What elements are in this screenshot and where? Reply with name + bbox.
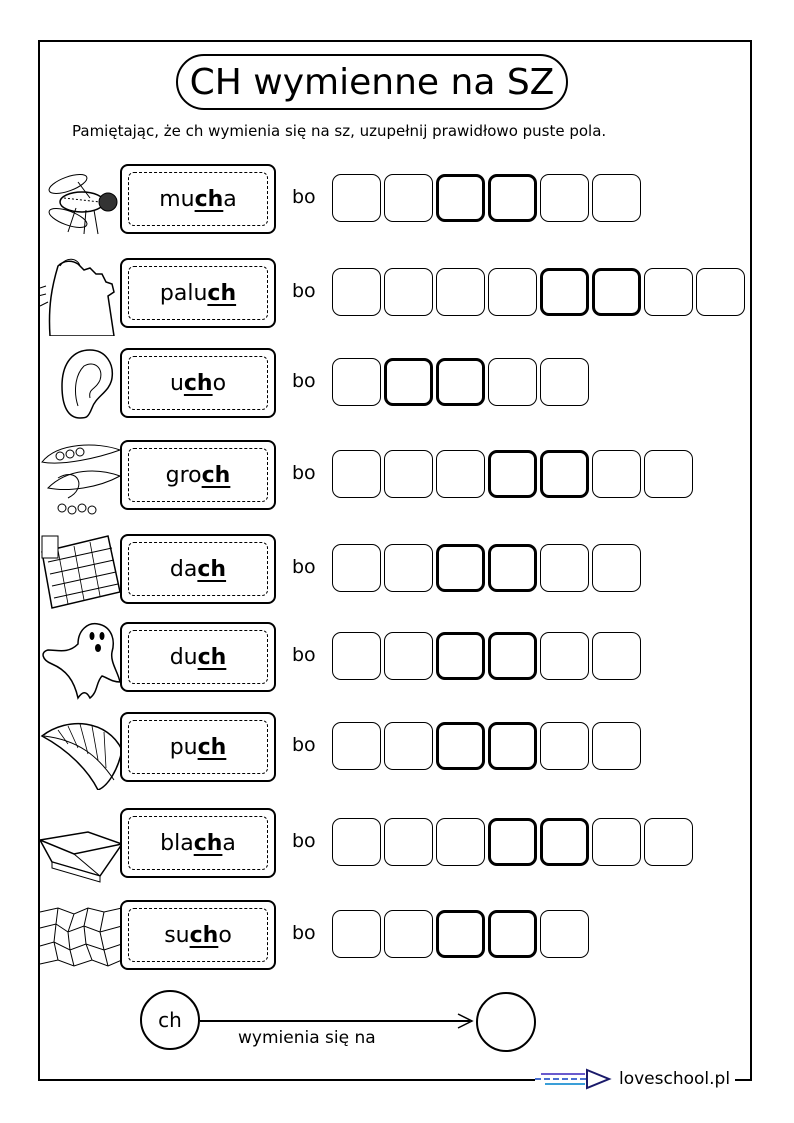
ear-icon bbox=[38, 346, 122, 426]
letter-box[interactable] bbox=[384, 722, 433, 770]
frame-bottom-right bbox=[735, 1079, 752, 1081]
letter-box[interactable] bbox=[384, 268, 433, 316]
letter-box[interactable] bbox=[540, 910, 589, 958]
bo-label: bo bbox=[292, 370, 316, 392]
letter-box[interactable] bbox=[592, 174, 641, 222]
letter-box-sz[interactable] bbox=[436, 722, 485, 770]
letter-box-sz[interactable] bbox=[488, 818, 537, 866]
letter-box[interactable] bbox=[332, 450, 381, 498]
letter-box[interactable] bbox=[592, 818, 641, 866]
letter-box[interactable] bbox=[696, 268, 745, 316]
letter-box[interactable] bbox=[436, 268, 485, 316]
word-text: mu ch a bbox=[128, 172, 268, 226]
letter-box[interactable] bbox=[540, 722, 589, 770]
letter-box[interactable] bbox=[436, 450, 485, 498]
letter-box[interactable] bbox=[540, 544, 589, 592]
frame-bottom-left bbox=[38, 1079, 535, 1081]
peas-icon bbox=[38, 438, 122, 518]
word-row bbox=[0, 162, 794, 242]
bo-label: bo bbox=[292, 186, 316, 208]
letter-box[interactable] bbox=[540, 632, 589, 680]
ch-circle-label: ch bbox=[158, 1008, 182, 1032]
letter-box[interactable] bbox=[332, 544, 381, 592]
word-card bbox=[120, 258, 276, 328]
title-text: CH wymienne na SZ bbox=[189, 61, 555, 103]
letter-box[interactable] bbox=[332, 358, 381, 406]
arrow-line bbox=[200, 1020, 470, 1022]
letter-box[interactable] bbox=[384, 450, 433, 498]
word-text: su ch o bbox=[128, 908, 268, 962]
arrow-head-icon bbox=[456, 1012, 476, 1030]
letter-box[interactable] bbox=[540, 174, 589, 222]
letter-box-sz[interactable] bbox=[436, 632, 485, 680]
logo bbox=[535, 1064, 730, 1094]
word-row bbox=[0, 710, 794, 790]
word-text: gro ch bbox=[128, 448, 268, 502]
letter-box-sz[interactable] bbox=[592, 268, 641, 316]
ghost-icon bbox=[38, 620, 122, 700]
letter-box[interactable] bbox=[488, 268, 537, 316]
word-text: palu ch bbox=[128, 266, 268, 320]
letter-box-sz[interactable] bbox=[488, 632, 537, 680]
word-row bbox=[0, 256, 794, 336]
word-card bbox=[120, 712, 276, 782]
word-text: u ch o bbox=[128, 356, 268, 410]
bo-label: bo bbox=[292, 734, 316, 756]
letter-box[interactable] bbox=[592, 544, 641, 592]
letter-box-sz[interactable] bbox=[540, 450, 589, 498]
letter-box-sz[interactable] bbox=[488, 910, 537, 958]
bo-label: bo bbox=[292, 922, 316, 944]
letter-box[interactable] bbox=[592, 722, 641, 770]
letter-box[interactable] bbox=[332, 174, 381, 222]
letter-box[interactable] bbox=[644, 450, 693, 498]
word-card bbox=[120, 164, 276, 234]
letter-box[interactable] bbox=[644, 268, 693, 316]
logo-arrow-icon bbox=[535, 1066, 615, 1092]
word-text: da ch bbox=[128, 542, 268, 596]
word-card bbox=[120, 534, 276, 604]
feather-icon bbox=[38, 710, 122, 790]
word-row bbox=[0, 346, 794, 426]
word-card bbox=[120, 348, 276, 418]
word-row bbox=[0, 806, 794, 886]
letter-box[interactable] bbox=[488, 358, 537, 406]
letter-box[interactable] bbox=[384, 910, 433, 958]
letter-box[interactable] bbox=[644, 818, 693, 866]
letter-box[interactable] bbox=[384, 174, 433, 222]
letter-box[interactable] bbox=[384, 544, 433, 592]
roof-icon bbox=[38, 532, 122, 612]
letter-box[interactable] bbox=[332, 632, 381, 680]
letter-box[interactable] bbox=[436, 818, 485, 866]
word-row bbox=[0, 532, 794, 612]
letter-box-sz[interactable] bbox=[436, 358, 485, 406]
tray-icon bbox=[38, 806, 122, 886]
letter-box-sz[interactable] bbox=[540, 818, 589, 866]
bo-label: bo bbox=[292, 556, 316, 578]
letter-box-sz[interactable] bbox=[436, 910, 485, 958]
logo-text: loveschool.pl bbox=[619, 1069, 731, 1089]
word-text: du ch bbox=[128, 630, 268, 684]
letter-box-sz[interactable] bbox=[384, 358, 433, 406]
letter-box[interactable] bbox=[332, 910, 381, 958]
page-title bbox=[176, 54, 568, 110]
word-card bbox=[120, 440, 276, 510]
letter-box-sz[interactable] bbox=[488, 450, 537, 498]
bo-label: bo bbox=[292, 462, 316, 484]
word-row bbox=[0, 438, 794, 518]
word-row bbox=[0, 620, 794, 700]
letter-box[interactable] bbox=[332, 268, 381, 316]
bo-label: bo bbox=[292, 830, 316, 852]
word-card bbox=[120, 900, 276, 970]
dry-ground-icon bbox=[38, 898, 122, 978]
ch-circle bbox=[140, 990, 200, 1050]
fly-icon bbox=[38, 162, 122, 242]
letter-box[interactable] bbox=[332, 722, 381, 770]
letter-box[interactable] bbox=[592, 632, 641, 680]
letter-box-sz[interactable] bbox=[436, 174, 485, 222]
bo-label: bo bbox=[292, 644, 316, 666]
bo-label: bo bbox=[292, 280, 316, 302]
letter-box[interactable] bbox=[384, 632, 433, 680]
word-text: bla ch a bbox=[128, 816, 268, 870]
letter-box[interactable] bbox=[332, 818, 381, 866]
word-card bbox=[120, 808, 276, 878]
letter-box-sz[interactable] bbox=[540, 268, 589, 316]
answer-circle[interactable] bbox=[476, 992, 536, 1052]
letter-box-sz[interactable] bbox=[488, 544, 537, 592]
letter-box-sz[interactable] bbox=[488, 174, 537, 222]
word-text: pu ch bbox=[128, 720, 268, 774]
word-row bbox=[0, 898, 794, 978]
foot-icon bbox=[38, 256, 122, 336]
instruction-text: Pamiętając, że ch wymienia się na sz, uzupełnij prawidłowo puste pola. bbox=[72, 122, 607, 140]
letter-box-sz[interactable] bbox=[436, 544, 485, 592]
letter-box[interactable] bbox=[592, 450, 641, 498]
letter-box[interactable] bbox=[540, 358, 589, 406]
arrow-label: wymienia się na bbox=[238, 1028, 376, 1048]
letter-box-sz[interactable] bbox=[488, 722, 537, 770]
word-card bbox=[120, 622, 276, 692]
letter-box[interactable] bbox=[384, 818, 433, 866]
